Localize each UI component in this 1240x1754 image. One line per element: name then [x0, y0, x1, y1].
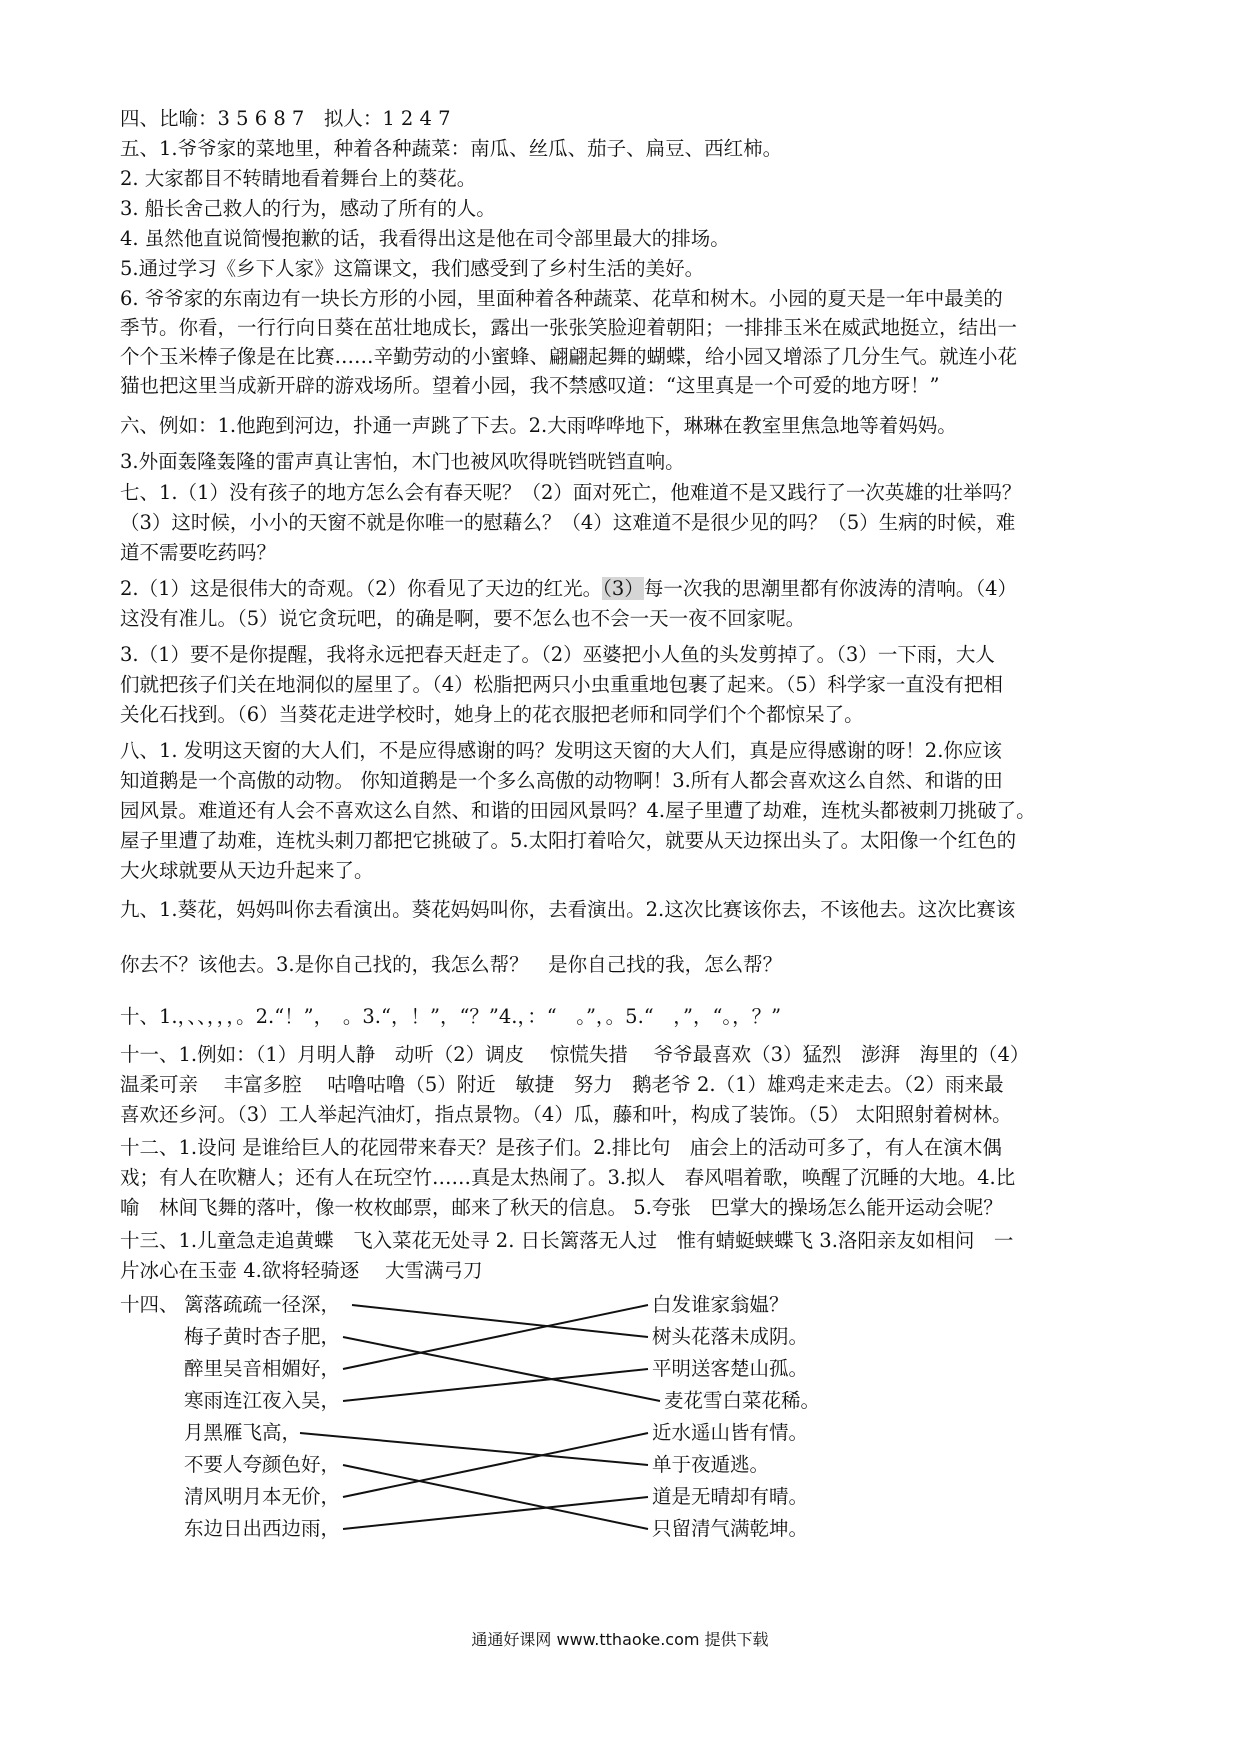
answer-line: 九、1.葵花，妈妈叫你去看演出。葵花妈妈叫你，去看演出。2.这次比赛该你去，不该他去。这次比赛该	[120, 898, 1016, 921]
matching-right-item: 道是无晴却有晴。	[652, 1485, 809, 1508]
matching-connector-line	[343, 1465, 648, 1529]
answer-line: 3.（1）要不是你提醒，我将永远把春天赶走了。（2）巫婆把小人鱼的头发剪掉了。（3）一下雨，大人	[120, 643, 995, 666]
answer-line: 知道鹅是一个高傲的动物。 你知道鹅是一个多么高傲的动物啊！3.所有人都会喜欢这么自然、和谐的田	[120, 769, 1003, 792]
answer-line: 道不需要吃药吗？	[120, 541, 277, 564]
answer-line: 关化石找到。（6）当葵花走进学校时，她身上的花衣服把老师和同学们个个都惊呆了。	[120, 703, 864, 726]
matching-right-item: 树头花落未成阴。	[652, 1325, 809, 1348]
matching-label: 十四、	[120, 1293, 179, 1316]
footer-credit: 通通好课网 www.tthaoke.com 提供下载	[471, 1630, 769, 1649]
answer-line: 2. 大家都目不转睛地看着舞台上的葵花。	[120, 167, 477, 190]
answer-line: 温柔可亲 丰富多腔 咕噜咕噜（5）附近 敏捷 努力 鹅老爷 2.（1）雄鸡走来走去。（2）雨来最	[120, 1073, 1004, 1096]
answer-line: 4. 虽然他直说简慢抱歉的话，我看得出这是他在司令部里最大的排场。	[120, 227, 730, 250]
matching-left-item: 寒雨连江夜入吴，	[184, 1389, 341, 1412]
answer-line: 五、1.爷爷家的菜地里，种着各种蔬菜：南瓜、丝瓜、茄子、扁豆、西红柿。	[120, 137, 783, 160]
answer-line: 这没有准儿。（5）说它贪玩吧，的确是啊，要不怎么也不会一天一夜不回家呢。	[120, 607, 806, 630]
matching-left-item: 篱落疏疏一径深，	[184, 1293, 341, 1316]
matching-left-item: 清风明月本无价，	[184, 1485, 341, 1508]
answer-line: 七、1.（1）没有孩子的地方怎么会有春天呢？（2）面对死亡，他难道不是又践行了一次英雄的壮举吗？	[120, 481, 1022, 504]
answer-line: 片冰心在玉壶 4.欲将轻骑逐 大雪满弓刀	[120, 1259, 483, 1282]
matching-connector-line	[343, 1369, 648, 1401]
answer-line: 戏；有人在吹糖人；还有人在玩空竹……真是太热闹了。3.拟人 春风唱着歌，唤醒了沉睡的大地。4.比	[120, 1166, 1016, 1189]
answer-line: 十二、1.设问 是谁给巨人的花园带来春天？是孩子们。2.排比句 庙会上的活动可多了，有人在演木偶	[120, 1136, 1002, 1159]
answer-line: 季节。你看，一行行向日葵在茁壮地成长，露出一张张笑脸迎着朝阳；一排排玉米在威武地挺立，结出一	[120, 316, 1018, 339]
answer-line: 园风景。难道还有人会不喜欢这么自然、和谐的田园风景吗？4.屋子里遭了劫难，连枕头都被刺刀挑破了。	[120, 799, 1036, 822]
answer-line: 猫也把这里当成新开辟的游戏场所。望着小园，我不禁感叹道：“这里真是一个可爱的地方呀！”	[120, 374, 940, 397]
answer-line: 十一、1.例如：（1）月明人静 动听（2）调皮 惊慌失措 爷爷最喜欢（3）猛烈 澎湃 海里的（4）	[120, 1043, 1030, 1066]
matching-right-item: 白发谁家翁媪？	[652, 1293, 789, 1316]
answer-line: 屋子里遭了劫难，连枕头刺刀都把它挑破了。5.太阳打着哈欠，就要从天边探出头了。太阳像一个红色的	[120, 829, 1017, 852]
answer-line: 6. 爷爷家的东南边有一块长方形的小园，里面种着各种蔬菜、花草和树木。小园的夏天是一年中最美的	[120, 287, 1003, 310]
answer-text: 2.（1）这是很伟大的奇观。（2）你看见了天边的红光。	[120, 577, 603, 600]
matching-left-item: 醉里吴音相媚好，	[184, 1357, 341, 1380]
answer-line: 你去不？该他去。3.是你自己找的，我怎么帮？ 是你自己找的我，怎么帮？	[120, 953, 783, 976]
answer-line: 5.通过学习《乡下人家》这篇课文，我们感受到了乡村生活的美好。	[120, 257, 705, 280]
answer-line: 十、1.，、、，，，。2.“！”， 。3.“，！”，“？”4.，：“ 。”，。5.“ ，”，“。，？”	[120, 1005, 782, 1028]
matching-connector-line	[343, 1337, 660, 1401]
answer-line: 们就把孩子们关在地洞似的屋里了。（4）松脂把两只小虫重重地包裹了起来。（5）科学家一直没有把相	[120, 673, 1003, 696]
answer-line: 个个玉米棒子像是在比赛……辛勤劳动的小蜜蜂、翩翩起舞的蝴蝶，给小园又增添了几分生气。就连小花	[120, 345, 1018, 368]
matching-right-item: 单于夜遁逃。	[652, 1453, 770, 1476]
matching-left-item: 月黑雁飞高，	[184, 1421, 302, 1444]
answer-line: 3. 船长舍己救人的行为，感动了所有的人。	[120, 197, 496, 220]
answer-line: （3）这时候，小小的天窗不就是你唯一的慰藉么？（4）这难道不是很少见的吗？（5）生病的时候，难	[120, 511, 1016, 534]
answer-line: 3.外面轰隆轰隆的雷声真让害怕，木门也被风吹得咣铛咣铛直响。	[120, 450, 685, 473]
answer-line: 四、比喻：3 5 6 8 7 拟人：1 2 4 7	[120, 107, 451, 130]
answer-line: 喜欢还乡河。（3）工人举起汽油灯，指点景物。（4）瓜，藤和叶，构成了装饰。（5） 太阳照射着树林。	[120, 1103, 1012, 1126]
answer-line: 八、1. 发明这天窗的大人们，不是应得感谢的吗？发明这天窗的大人们，真是应得感谢的呀！2.你应该	[120, 739, 1002, 762]
matching-left-item: 东边日出西边雨，	[184, 1517, 341, 1540]
matching-connector-line	[343, 1497, 648, 1529]
highlighted-marker: （3）	[602, 577, 644, 600]
matching-right-item: 近水遥山皆有情。	[652, 1421, 809, 1444]
matching-connector-line	[352, 1305, 648, 1337]
matching-left-item: 不要人夸颜色好，	[184, 1453, 341, 1476]
answer-text: 每一次我的思潮里都有你波涛的清响。（4）	[643, 577, 1018, 600]
matching-left-item: 梅子黄时杏子肥，	[184, 1325, 341, 1348]
answer-line: 喻 林间飞舞的落叶，像一枚枚邮票，邮来了秋天的信息。 5.夸张 巴掌大的操场怎么能开运动会呢？	[120, 1196, 1003, 1219]
matching-right-item: 只留清气满乾坤。	[652, 1517, 809, 1540]
answer-line: 六、例如：1.他跑到河边，扑通一声跳了下去。2.大雨哗哗地下，琳琳在教室里焦急地等着妈妈。	[120, 414, 957, 437]
matching-connector-line	[343, 1305, 648, 1369]
matching-connector-line	[343, 1433, 648, 1497]
matching-right-item: 平明送客楚山孤。	[652, 1357, 809, 1380]
answer-line: 十三、1.儿童急走追黄蝶 飞入菜花无处寻 2. 日长篱落无人过 惟有蜻蜓蛱蝶飞 3.洛阳亲友如相问 一	[120, 1229, 1014, 1252]
matching-right-item: 麦花雪白菜花稀。	[664, 1389, 821, 1412]
answer-line: 大火球就要从天边升起来了。	[120, 859, 374, 882]
matching-connector-line	[300, 1433, 648, 1465]
